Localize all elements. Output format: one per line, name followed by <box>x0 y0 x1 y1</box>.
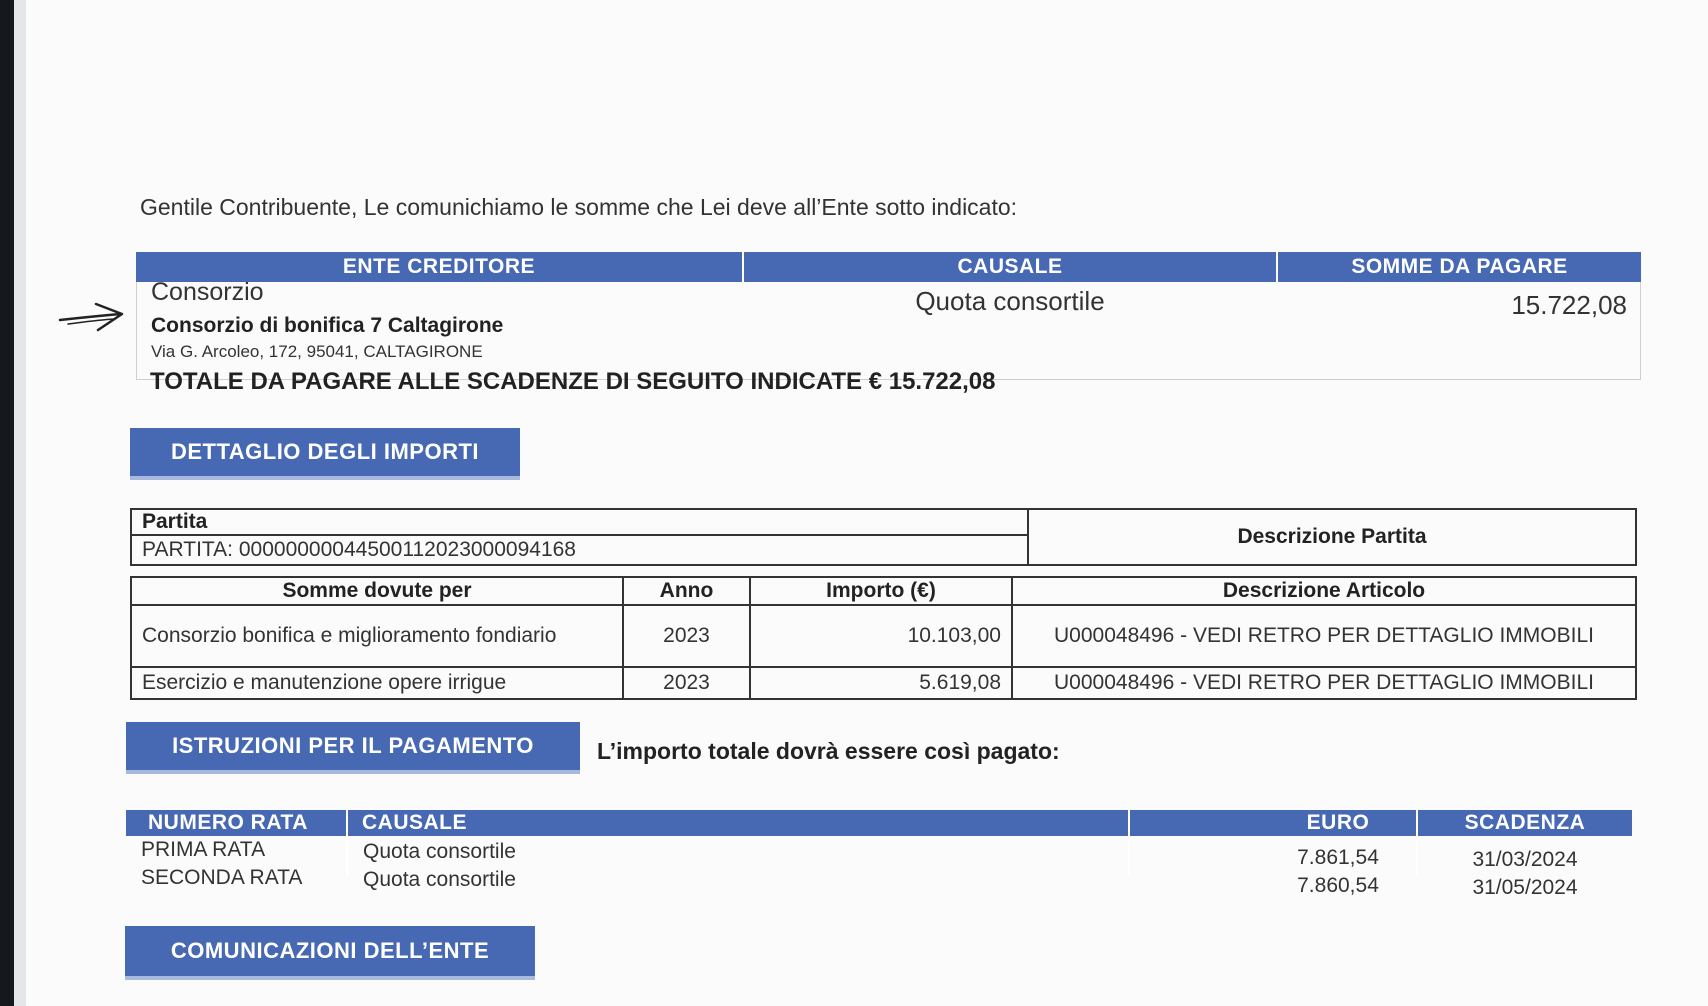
column-divider <box>346 810 348 876</box>
ente-full-name: Consorzio di bonifica 7 Caltagirone <box>151 314 504 337</box>
rata-scadenza: 31/03/2024 <box>1472 848 1578 871</box>
col-anno: Anno <box>623 577 750 605</box>
rata-causale: Quota consortile <box>363 840 516 863</box>
greeting-text: Gentile Contribuente, Le comunichiamo le somme che Lei deve all’Ente sotto indicato: <box>140 194 1018 220</box>
ente-name: Consorzio <box>151 278 264 306</box>
row-anno: 2023 <box>623 605 750 667</box>
header-ente-creditore: ENTE CREDITORE <box>342 255 536 278</box>
rata-causale: Quota consortile <box>363 868 516 891</box>
importi-table <box>130 576 1637 700</box>
header-causale: CAUSALE <box>957 255 1063 278</box>
rata-scadenza: 31/05/2024 <box>1472 876 1578 899</box>
totale-da-pagare: TOTALE DA PAGARE ALLE SCADENZE DI SEGUITO INDICATE € 15.722,08 <box>150 368 996 395</box>
payment-note: L’importo totale dovrà essere così pagato: <box>597 738 1060 764</box>
partita-header: Partita <box>131 509 1028 535</box>
section-dettaglio-importi: DETTAGLIO DEGLI IMPORTI <box>130 428 520 476</box>
header-causale-rata: CAUSALE <box>362 811 468 834</box>
row-descrizione: U000048496 - VEDI RETRO PER DETTAGLIO IMMOBILI <box>1012 605 1636 667</box>
viewer-page-shadow <box>14 0 26 1006</box>
header-numero-rata: NUMERO RATA <box>148 811 308 834</box>
header-euro: EURO <box>1306 811 1370 834</box>
section-comunicazioni-ente: COMUNICAZIONI DELL’ENTE <box>125 926 535 976</box>
partita-value: PARTITA: 00000000044500112023000094168 <box>131 535 1028 565</box>
handwritten-arrow-icon <box>58 300 128 336</box>
row-somme: Esercizio e manutenzione opere irrigue <box>131 667 623 699</box>
col-importo: Importo (€) <box>750 577 1012 605</box>
row-anno: 2023 <box>623 667 750 699</box>
rata-label: PRIMA RATA <box>141 838 266 861</box>
somme-value: 15.722,08 <box>1511 290 1627 320</box>
row-importo: 5.619,08 <box>750 667 1012 699</box>
descrizione-partita-header: Descrizione Partita <box>1028 509 1636 565</box>
row-somme: Consorzio bonifica e miglioramento fondiario <box>131 605 623 667</box>
section-istruzioni-pagamento: ISTRUZIONI PER IL PAGAMENTO <box>126 722 580 770</box>
col-somme-dovute: Somme dovute per <box>131 577 623 605</box>
row-importo: 10.103,00 <box>750 605 1012 667</box>
rata-euro: 7.861,54 <box>1297 846 1379 869</box>
header-somme-da-pagare: SOMME DA PAGARE <box>1351 255 1568 278</box>
table-row <box>131 667 1636 699</box>
row-descrizione: U000048496 - VEDI RETRO PER DETTAGLIO IMMOBILI <box>1012 667 1636 699</box>
ente-address: Via G. Arcoleo, 172, 95041, CALTAGIRONE <box>151 342 483 361</box>
col-descrizione-articolo: Descrizione Articolo <box>1012 577 1636 605</box>
partita-table <box>130 508 1637 566</box>
causale-value: Quota consortile <box>915 286 1105 316</box>
table-row <box>131 605 1636 667</box>
viewer-left-edge <box>0 0 14 1006</box>
rata-label: SECONDA RATA <box>141 866 303 889</box>
rata-euro: 7.860,54 <box>1297 874 1379 897</box>
header-scadenza: SCADENZA <box>1464 811 1586 834</box>
